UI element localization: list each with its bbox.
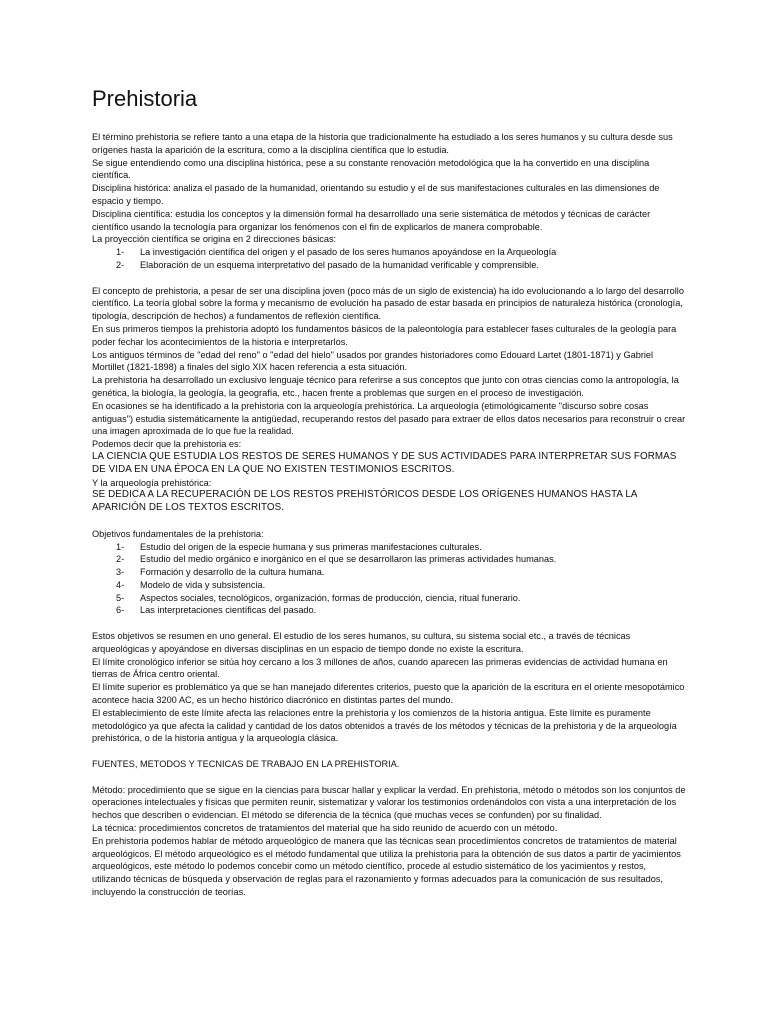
list-item bbox=[92, 259, 686, 272]
list-number: 2- bbox=[116, 554, 125, 565]
paragraph: El concepto de prehistoria, a pesar de ser una disciplina joven (poco más de un siglo de existencia) ha ido evolucionando a lo largo del desarrollo científico. La teoría global sobre la forma y mecanismo de evolución ha pasado de estar basada en principios de naturaleza histórica (cronología, tipología, descripción de hechos) a fundamentos de reflexión científica. bbox=[92, 285, 684, 322]
paragraph: La técnica: procedimientos concretos de tratamientos del material que ha sido reunido de acuerdo con un método. bbox=[92, 823, 558, 834]
list-item bbox=[92, 566, 686, 579]
list-text: La investigación científica del origen y el pasado de los seres humanos apoyándose en la Arqueología bbox=[140, 247, 557, 258]
list-number: 1- bbox=[116, 247, 125, 258]
paragraph: El límite cronológico inferior se sitúa hoy cercano a los 3 millones de años, cuando aparecen las primeras evidencias de actividad humana en tierras de África centro oriental. bbox=[92, 656, 668, 680]
list-text: Elaboración de un esquema interpretativo del pasado de la humanidad verificable y comprensible. bbox=[140, 259, 539, 270]
page-title: Prehistoria bbox=[92, 86, 198, 111]
spacer bbox=[92, 617, 686, 630]
paragraph: La prehistoria ha desarrollado un exclusivo lenguaje técnico para referirse a sus conceptos que junto con otras ciencias como la antropología, la genética, la biología, la geología, la geografía, etc., hacen frente a problemas que surgen en el proceso de investigación. bbox=[92, 375, 679, 398]
list-text: Aspectos sociales, tecnológicos, organización, formas de producción, ciencia, ritual funerario. bbox=[140, 592, 521, 603]
paragraph: El establecimiento de este límite afecta las relaciones entre la prehistoria y los comienzos de la historia antigua. Este límite es puramente metodológico ya que afecta la calidad y cantidad de los datos obtenidos a través de los métodos y técnicas de la prehistoria y de la arqueología prehistórica, o de la historia antigua y la arqueología clásica. bbox=[92, 707, 677, 744]
list-number: 6- bbox=[116, 605, 125, 616]
list-item bbox=[92, 541, 686, 554]
list-item bbox=[92, 579, 686, 592]
paragraph: El término prehistoria se refiere tanto a una etapa de la historia que tradicionalmente ha estudiado a los seres humanos y su cultura desde sus orígenes hasta la aparición de la escritura, como a la disciplina científica que lo estudia. bbox=[92, 132, 673, 155]
paragraph: Método: procedimiento que se sigue en la ciencias para buscar hallar y explicar la verdad. En prehistoria, método o métodos son los conjuntos de operaciones intelectuales y físicas que permiten reunir, sistematizar y valorar los testimonios ordenándolos con vista a una interpretación de los hechos que describen o evidencian. El método se diferencia de la técnica (que muchas veces se confunden) por su finalidad. bbox=[92, 784, 686, 821]
spacer bbox=[92, 745, 686, 758]
section-heading: FUENTES, METODOS Y TECNICAS DE TRABAJO EN LA PREHISTORIA. bbox=[92, 759, 400, 770]
list-text: Formación y desarrollo de la cultura humana. bbox=[140, 567, 325, 578]
list-item bbox=[92, 592, 686, 605]
paragraph: Disciplina científica: estudia los conceptos y la dimensión formal ha desarrollado una serie sistemática de métodos y técnicas de carácter científico usando la tecnología para organizar los fenómenos con el fin de explicarlos de manera comprobable. bbox=[92, 208, 651, 232]
list-number: 1- bbox=[116, 541, 125, 552]
definition-arqueologia: SE DEDICA A LA RECUPERACIÓN DE LOS RESTOS PREHISTÓRICOS DESDE LOS ORÍGENES HUMANOS HASTA LA APARICIÓN DE LOS TEXTOS ESCRITOS. bbox=[92, 489, 637, 514]
paragraph: Se sigue entendiendo como una disciplina histórica, pese a su constante renovación metodológica que la ha convertido en una disciplina científica. bbox=[92, 157, 650, 181]
list-text: Las interpretaciones científicas del pasado. bbox=[140, 605, 317, 616]
paragraph: El límite superior es problemático ya que se han manejado diferentes criterios, puesto que la aparición de la escritura en el oriente mesopotámico acontece hacia 3200 AC, es un hecho histórico diacrónico en distintas partes del mundo. bbox=[92, 682, 685, 706]
list-number: 3- bbox=[116, 567, 125, 578]
paragraph: En ocasiones se ha identificado a la prehistoria con la arqueología prehistórica. La arqueología (etimológicamente "discurso sobre cosas antiguas") estudia sistemáticamente la antigüedad, recuperando restos del pasado para extraer de ellos datos necesarios para reconstruir o crear una imagen aproximada de lo que fue la realidad. bbox=[92, 400, 686, 437]
spacer bbox=[92, 771, 686, 784]
list-item bbox=[92, 553, 686, 566]
list-text: Estudio del origen de la especie humana y sus primeras manifestaciones culturales. bbox=[140, 541, 482, 552]
spacer bbox=[92, 515, 686, 528]
paragraph: Podemos decir que la prehistoria es: bbox=[92, 439, 242, 450]
objectives-intro: Objetivos fundamentales de la prehistoria: bbox=[92, 528, 264, 539]
list-text: Modelo de vida y subsistencia. bbox=[140, 579, 266, 590]
list-text: Estudio del medio orgánico e inorgánico en el que se desarrollaron las primeras actividades humanas. bbox=[140, 554, 557, 565]
paragraph: Estos objetivos se resumen en uno general. El estudio de los seres humanos, su cultura, su sistema social etc., a través de técnicas arqueológicas y apoyándose en diversas disciplinas en un espacio de tiempo donde no existe la escritura. bbox=[92, 631, 631, 654]
paragraph: La proyección científica se origina en 2 direcciones básicas: bbox=[92, 234, 337, 245]
list-item bbox=[92, 604, 686, 617]
paragraph: En prehistoria podemos hablar de método arqueológico de manera que las técnicas sean procedimientos concretos de tratamientos de material arqueológicos. El método arqueológico es el método fundamental que utiliza la prehistoria para la obtención de sus datos a partir de yacimientos arqueológicos, este método lo podemos concebir como un método científico, procede al estudio sistemático de los yacimientos y restos, utilizando técnicas de búsqueda y observación de reglas para el razonamiento y formas adecuados para la comunicación de sus resultados, incluyendo la construcción de teorías. bbox=[92, 835, 681, 898]
numbered-list bbox=[92, 246, 686, 272]
paragraph: Y la arqueología prehistórica: bbox=[92, 477, 212, 488]
list-item bbox=[92, 246, 686, 259]
spacer bbox=[92, 272, 686, 285]
list-number: 5- bbox=[116, 592, 125, 603]
numbered-list bbox=[92, 541, 686, 618]
paragraph: Los antiguos términos de "edad del reno" o "edad del hielo" usados por grandes historiadores como Edouard Lartet (1801-1871) y Gabriel Mortillet (1821-1898) a finales del siglo XIX hacen referencia a esta situación. bbox=[92, 349, 654, 373]
document-body bbox=[92, 131, 686, 899]
list-number: 2- bbox=[116, 259, 125, 270]
definition-prehistoria: LA CIENCIA QUE ESTUDIA LOS RESTOS DE SERES HUMANOS Y DE SUS ACTIVIDADES PARA INTERPRETAR SUS FORMAS DE VIDA EN UNA ÉPOCA EN LA QUE NO EXISTEN TESTIMONIOS ESCRITOS. bbox=[92, 450, 677, 475]
paragraph: Disciplina histórica: analiza el pasado de la humanidad, orientando su estudio y el de sus manifestaciones culturales en las dimensiones de espacio y tiempo. bbox=[92, 183, 660, 206]
list-number: 4- bbox=[116, 579, 125, 590]
paragraph: En sus primeros tiempos la prehistoria adoptó los fundamentos básicos de la paleontología para establecer fases culturales de la geología para poder fechar los acontecimientos de la historia e interpretarlos. bbox=[92, 323, 677, 347]
